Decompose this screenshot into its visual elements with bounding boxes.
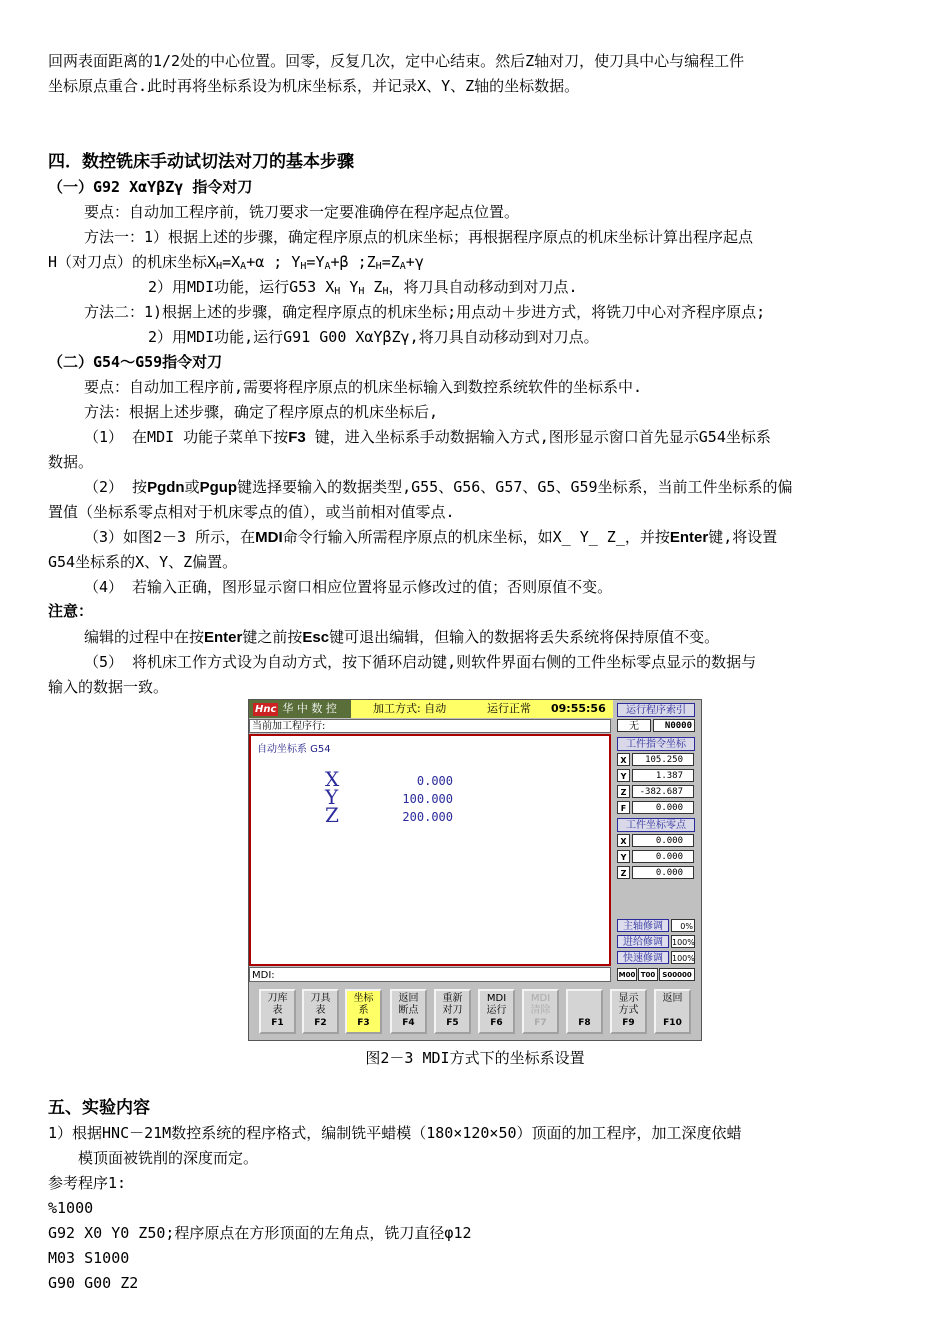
note-text (84, 626, 719, 649)
cnc-screenshot (248, 699, 702, 1041)
section-4-title: 四．数控铣床手动试切法对刀的基本步骤 (48, 152, 354, 172)
step-3-line2: G54坐标系的X、Y、Z偏置。 (48, 553, 238, 571)
note-enter: Enter (204, 629, 243, 646)
m-code: M00 (617, 968, 637, 981)
zero-value: 0.000 (632, 850, 694, 863)
fkey-label: 运行 (486, 1005, 507, 1016)
fkey-label: MDI (486, 993, 507, 1004)
g53-text: 2）用MDI功能，运行G53 X (148, 278, 335, 296)
step-2-line1 (84, 476, 793, 499)
g92-method1-line3: 2）用MDI功能，运行G53 $X_H$ $Y_H$ $Z_H$，将刀具自动移动到对刀点. (148, 278, 578, 297)
fkey-label: 返回 (398, 993, 419, 1004)
fkey-number: F8 (578, 1018, 591, 1028)
g54-method: 方法：根据上述步骤，确定了程序原点的机床坐标后, (84, 403, 439, 421)
zero-row-x (617, 834, 695, 848)
override-value: 100% (671, 935, 695, 948)
step-3-post: 键,将设置 (708, 528, 778, 546)
rapid-override (617, 951, 697, 965)
step-5-line1: （5） 将机床工作方式设为自动方式，按下循环启动键,则软件界面右侧的工件坐标零点显示的数据与 (84, 653, 757, 671)
note-title: 注意： (48, 603, 94, 620)
mdi-command-line[interactable]: MDI: (249, 967, 611, 982)
fkey-label: 返回 (662, 993, 683, 1004)
cmd-key: Y (617, 769, 630, 782)
code-line: G90 G00 Z2 (48, 1274, 139, 1292)
cmd-row-x (617, 753, 695, 767)
g54-key-point: 要点：自动加工程序前,需要将程序原点的机床坐标输入到数控系统软件的坐标系中. (84, 378, 643, 396)
code-line: %1000 (48, 1199, 94, 1217)
fkey-return-breakpoint[interactable] (390, 989, 427, 1034)
function-key-bar (249, 985, 701, 1040)
cnc-logo-text: 华 中 数 控 (282, 702, 337, 715)
step-2-line2: 置值（坐标系零点相对于机床零点的值），或当前相对值零点. (48, 503, 455, 521)
t-code: T00 (638, 968, 658, 981)
spindle-override (617, 919, 697, 933)
zero-row-z (617, 866, 695, 880)
zero-header: 工件坐标零点 (617, 818, 695, 832)
enter-key: Enter (669, 529, 709, 546)
cmd-key: X (617, 753, 630, 766)
cnc-current-line: 当前加工程序行: (249, 719, 611, 733)
fkey-number: F3 (357, 1018, 370, 1028)
run-index-header: 运行程序索引 (617, 703, 695, 717)
override-value: 100% (671, 951, 695, 964)
cmd-value: -382.687 (632, 785, 694, 798)
figure-caption: 图2－3 MDI方式下的坐标系设置 (365, 1049, 585, 1067)
override-label: 主轴修调 (617, 919, 669, 932)
step-5-line2: 输入的数据一致。 (48, 678, 169, 696)
formula-xh: $X_H=X_A+\alpha$ ; $Y_H=Y_A+\beta$ $;Z_H=Z_A+\gamma$ (207, 253, 424, 272)
fkey-mdi-clear[interactable] (522, 989, 559, 1034)
fkey-number: F6 (490, 1018, 503, 1028)
note-a: 编辑的过程中在按 (84, 628, 205, 646)
cnc-side-panel (615, 700, 699, 983)
axis-y: Y (325, 785, 339, 809)
cnc-mode: 加工方式: 自动 (373, 702, 447, 715)
reference-program-label: 参考程序1: (48, 1174, 127, 1192)
zero-value: 0.000 (632, 834, 694, 847)
cnc-logo (249, 700, 351, 718)
fkey-tool-table[interactable] (302, 989, 339, 1034)
program-number: N0000 (653, 719, 695, 732)
intro-line-1: 回两表面距离的1/2处的中心位置。回零，反复几次，定中心结束。然后Z轴对刀，使刀具中心与编程工件 (48, 52, 745, 70)
note-mid: 键之前按 (242, 628, 303, 646)
step-3-mid: 命令行输入所需程序原点的机床坐标，如X_ Y_ Z_，并按 (282, 528, 670, 546)
step-1-line2: 数据。 (48, 453, 94, 471)
g92-method2-line2: 2）用MDI功能,运行G91 G00 XαYβZγ,将刀具自动移动到对刀点。 (148, 328, 599, 346)
fkey-number: F10 (663, 1018, 682, 1028)
fkey-number: F4 (402, 1018, 415, 1028)
step-4: （4） 若输入正确，图形显示窗口相应位置将显示修改过的值；否则原值不变。 (84, 578, 613, 596)
fkey-return[interactable] (654, 989, 691, 1034)
fkey-label: 清除 (530, 1005, 551, 1016)
section-5-p1-line1: 1）根据HNC－21M数控系统的程序格式，编制铣平蜡模（180×120×50）顶面的加工程序，加工深度依蜡 (48, 1124, 742, 1142)
fkey-retouch[interactable] (434, 989, 471, 1034)
step-2-pre: （2） 按 (84, 478, 148, 496)
code-line: G92 X0 Y0 Z50;程序原点在方形顶面的左角点，铣刀直径φ12 (48, 1224, 472, 1242)
step-2-post: 键选择要输入的数据类型,G55、G56、G57、G5、G59坐标系，当前工件坐标系的偏 (237, 478, 793, 496)
override-value: 0% (671, 919, 695, 932)
note-post: 键可退出编辑，但输入的数据将丢失系统将保持原值不变。 (329, 628, 720, 646)
cmd-row-f (617, 801, 695, 815)
feed-override (617, 935, 697, 949)
fkey-label: 对刀 (442, 1005, 463, 1016)
cnc-title-bar (249, 700, 613, 718)
zero-row-y (617, 850, 695, 864)
fkey-label: 方式 (618, 1005, 639, 1016)
s-code: S00000 (659, 968, 695, 981)
step-1-pre: （1） 在MDI 功能子菜单下按 (84, 428, 289, 446)
section-5-p1-line2: 模顶面被铣削的深度而定。 (78, 1149, 259, 1167)
fkey-label: 表 (315, 1005, 326, 1016)
step-2-or: 或 (184, 478, 200, 496)
program-none: 无 (617, 719, 651, 732)
fkey-label: 显示 (618, 993, 639, 1004)
zero-key: Y (617, 850, 630, 863)
mts-status (615, 968, 699, 982)
g92-key-point: 要点：自动加工程序前，铣刀要求一定要准确停在程序起点位置。 (84, 203, 520, 221)
value-z: 200.000 (402, 810, 453, 824)
fkey-label: 断点 (398, 1005, 419, 1016)
cmd-value: 0.000 (632, 801, 694, 814)
fkey-tool-magazine[interactable] (259, 989, 296, 1034)
step-1-post: 键，进入坐标系手动数据输入方式,图形显示窗口首先显示G54坐标系 (305, 428, 771, 446)
fkey-coordinate-system[interactable] (345, 989, 382, 1034)
subsection-g92-title: （一）G92 XαYβZγ 指令对刀 (48, 178, 253, 196)
fkey-label (568, 993, 601, 1005)
code-line: M03 S1000 (48, 1249, 130, 1267)
cmd-value: 1.387 (632, 769, 694, 782)
value-x: 0.000 (416, 774, 453, 788)
fkey-number: F7 (534, 1018, 547, 1028)
cnc-clock: 09:55:56 (551, 702, 606, 715)
fkey-label: 刀库 (267, 993, 288, 1004)
fkey-label: 表 (272, 1005, 283, 1016)
g53-post: ，将刀具自动移动到对刀点. (388, 278, 578, 296)
hnc-logo-icon: Hnc (255, 704, 277, 715)
f3-key: F3 (288, 429, 306, 446)
step-1-line1 (84, 426, 771, 449)
fkey-label: MDI (530, 993, 551, 1004)
section-5-title: 五、实验内容 (48, 1098, 150, 1118)
program-index-row (617, 719, 695, 733)
cmd-coord-header: 工件指令坐标 (617, 737, 695, 751)
step-3-pre: （3）如图2－3 所示，在 (84, 528, 256, 546)
coord-caption: 自动坐标系 G54 (257, 744, 331, 755)
step-3-line1 (84, 526, 777, 549)
pgdn-key: Pgdn (147, 479, 185, 496)
intro-line-2: 坐标原点重合.此时再将坐标系设为机床坐标系，并记录X、Y、Z轴的坐标数据。 (48, 77, 580, 95)
zero-key: Z (617, 866, 630, 879)
zero-key: X (617, 834, 630, 847)
override-label: 快速修调 (617, 951, 669, 964)
fkey-mdi-run[interactable] (478, 989, 515, 1034)
axis-x: X (325, 767, 340, 791)
cnc-status: 运行正常 (487, 702, 531, 715)
fkey-display-mode[interactable] (610, 989, 647, 1034)
fkey-number: F9 (622, 1018, 635, 1028)
pgup-key: Pgup (199, 479, 238, 496)
g92-method1-line2-text: H（对刀点）的机床坐标 (48, 253, 208, 271)
cmd-key: F (617, 801, 630, 814)
zero-value: 0.000 (632, 866, 694, 879)
fkey-label: 重新 (442, 993, 463, 1004)
g53-yz: $Y_H$ $Z_H$ (340, 278, 389, 297)
fkey-number: F1 (271, 1018, 284, 1028)
g92-method1-line1: 方法一：1）根据上述的步骤，确定程序原点的机床坐标；再根据程序原点的机床坐标计算出程序起点 (84, 228, 754, 246)
override-label: 进给修调 (617, 935, 669, 948)
value-y: 100.000 (402, 792, 453, 806)
axis-z: Z (325, 803, 339, 827)
cnc-graphic-window (249, 734, 611, 966)
fkey-label: 坐标 (353, 993, 374, 1004)
subsection-g54-title: （二）G54～G59指令对刀 (48, 353, 223, 371)
cmd-value: 105.250 (632, 753, 694, 766)
fkey-number: F5 (446, 1018, 459, 1028)
fkey-number: F2 (314, 1018, 327, 1028)
cmd-row-z (617, 785, 695, 799)
fkey-label: 系 (358, 1005, 369, 1016)
cmd-key: Z (617, 785, 630, 798)
g92-method1-line2 (48, 251, 424, 273)
fkey-label (656, 1005, 689, 1017)
note-esc: Esc (302, 629, 330, 646)
fkey-label: 刀具 (310, 993, 331, 1004)
mdi-word: MDI (255, 529, 283, 546)
g92-method2-line1: 方法二：1)根据上述的步骤，确定程序原点的机床坐标;用点动＋步进方式，将铣刀中心对齐程序原点; (84, 303, 766, 321)
fkey-f8[interactable] (566, 989, 603, 1034)
cmd-row-y (617, 769, 695, 783)
